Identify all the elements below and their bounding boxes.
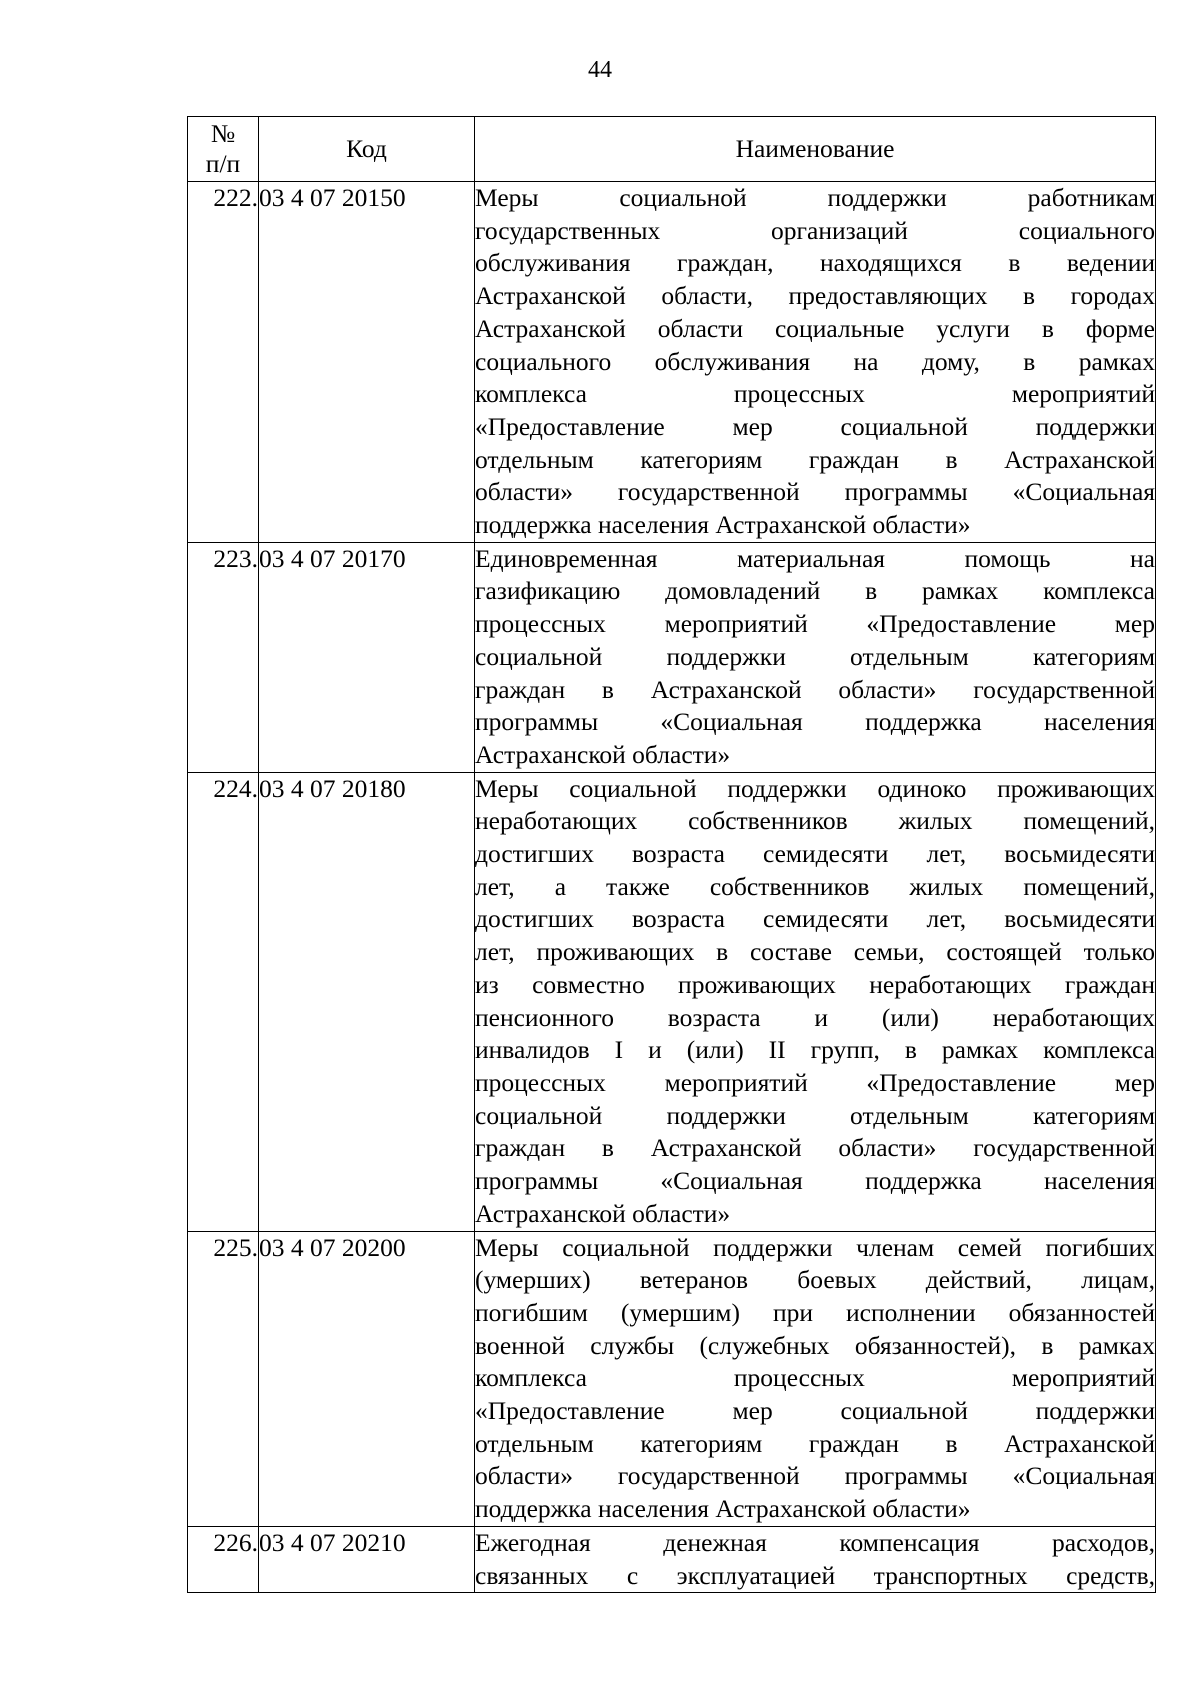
row-name	[475, 1231, 1156, 1526]
row-name-line: отдельным категориям граждан в Астраханской	[475, 444, 1155, 474]
header-num-line2: п/п	[205, 149, 241, 178]
row-number: 222.	[188, 182, 259, 543]
header-num	[188, 117, 259, 182]
row-name-line: Астраханской области»	[475, 1198, 731, 1228]
row-name-line: социальной поддержки отдельным категориям	[475, 641, 1155, 671]
table-row	[188, 182, 1156, 543]
row-code: 03 4 07 20170	[259, 542, 475, 772]
row-name-line: лет, а также собственников жилых помещений,	[475, 871, 1155, 901]
row-name-line: программы «Социальная поддержка населения	[475, 707, 1155, 737]
row-name	[475, 772, 1156, 1231]
row-code: 03 4 07 20210	[259, 1526, 475, 1592]
row-name-line: связанных с эксплуатацией транспортных средств,	[475, 1560, 1155, 1590]
row-code: 03 4 07 20200	[259, 1231, 475, 1526]
table-row	[188, 1526, 1156, 1592]
row-name-line: социального обслуживания на дому, в рамках	[475, 346, 1155, 376]
header-code: Код	[259, 117, 475, 182]
row-name-line: области» государственной программы «Социальная	[475, 477, 1155, 507]
row-name-line: лет, проживающих в составе семьи, состоящей только	[475, 937, 1155, 967]
row-name-line: программы «Социальная поддержка населения	[475, 1166, 1155, 1196]
table-body	[188, 182, 1156, 1593]
row-name-line: «Предоставление мер социальной поддержки	[475, 411, 1155, 441]
table-row	[188, 1231, 1156, 1526]
page-number: 44	[588, 57, 612, 83]
row-name	[475, 1526, 1156, 1592]
row-name-line: отдельным категориям граждан в Астраханской	[475, 1428, 1155, 1458]
table-row	[188, 772, 1156, 1231]
row-name-line: Меры социальной поддержки работникам	[475, 183, 1155, 212]
row-name-line: погибшим (умершим) при исполнении обязанностей	[475, 1297, 1155, 1327]
row-name-line: граждан в Астраханской области» государственной	[475, 674, 1155, 704]
row-name-line: Астраханской области»	[475, 739, 731, 769]
row-name-line: Единовременная материальная помощь на	[475, 543, 1155, 573]
header-name: Наименование	[475, 117, 1156, 182]
row-name-line: государственных организаций социального	[475, 215, 1155, 245]
row-name-line: неработающих собственников жилых помещений,	[475, 806, 1155, 836]
row-name-line: процессных мероприятий «Предоставление мер	[475, 609, 1155, 639]
row-name-line: области» государственной программы «Социальная	[475, 1461, 1155, 1491]
row-code: 03 4 07 20180	[259, 772, 475, 1231]
row-name-line: (умерших) ветеранов боевых действий, лицам,	[475, 1265, 1155, 1295]
row-name-line: газификацию домовладений в рамках комплекса	[475, 576, 1155, 606]
table-row	[188, 542, 1156, 772]
row-name-line: из совместно проживающих неработающих граждан	[475, 969, 1155, 999]
row-number: 225.	[188, 1231, 259, 1526]
row-name-line: Меры социальной поддержки членам семей погибших	[475, 1232, 1155, 1262]
header-num-line1: №	[210, 119, 236, 148]
table-header-row	[188, 117, 1156, 182]
row-name-line: Астраханской области, предоставляющих в городах	[475, 281, 1155, 311]
row-code: 03 4 07 20150	[259, 182, 475, 543]
row-name	[475, 182, 1156, 543]
row-number: 224.	[188, 772, 259, 1231]
row-name-line: граждан в Астраханской области» государственной	[475, 1133, 1155, 1163]
row-name-line: обслуживания граждан, находящихся в ведении	[475, 248, 1155, 278]
row-name-line: Ежегодная денежная компенсация расходов,	[475, 1527, 1155, 1557]
row-name-line: комплекса процессных мероприятий	[475, 1363, 1155, 1393]
classification-table	[187, 116, 1156, 1593]
row-number: 223.	[188, 542, 259, 772]
row-number: 226.	[188, 1526, 259, 1592]
row-name-line: поддержка населения Астраханской области»	[475, 510, 971, 540]
row-name-line: пенсионного возраста и (или) неработающих	[475, 1002, 1155, 1032]
row-name-line: военной службы (служебных обязанностей), в рамках	[475, 1330, 1155, 1360]
row-name-line: комплекса процессных мероприятий	[475, 379, 1155, 409]
row-name-line: поддержка населения Астраханской области»	[475, 1494, 971, 1524]
row-name-line: достигших возраста семидесяти лет, восьмидесяти	[475, 839, 1155, 869]
row-name	[475, 542, 1156, 772]
row-name-line: Меры социальной поддержки одиноко проживающих	[475, 773, 1155, 803]
row-name-line: социальной поддержки отдельным категориям	[475, 1100, 1155, 1130]
row-name-line: Астраханской области социальные услуги в форме	[475, 313, 1155, 343]
row-name-line: инвалидов I и (или) II групп, в рамках комплекса	[475, 1035, 1155, 1065]
row-name-line: достигших возраста семидесяти лет, восьмидесяти	[475, 904, 1155, 934]
row-name-line: «Предоставление мер социальной поддержки	[475, 1396, 1155, 1426]
row-name-line: процессных мероприятий «Предоставление мер	[475, 1067, 1155, 1097]
